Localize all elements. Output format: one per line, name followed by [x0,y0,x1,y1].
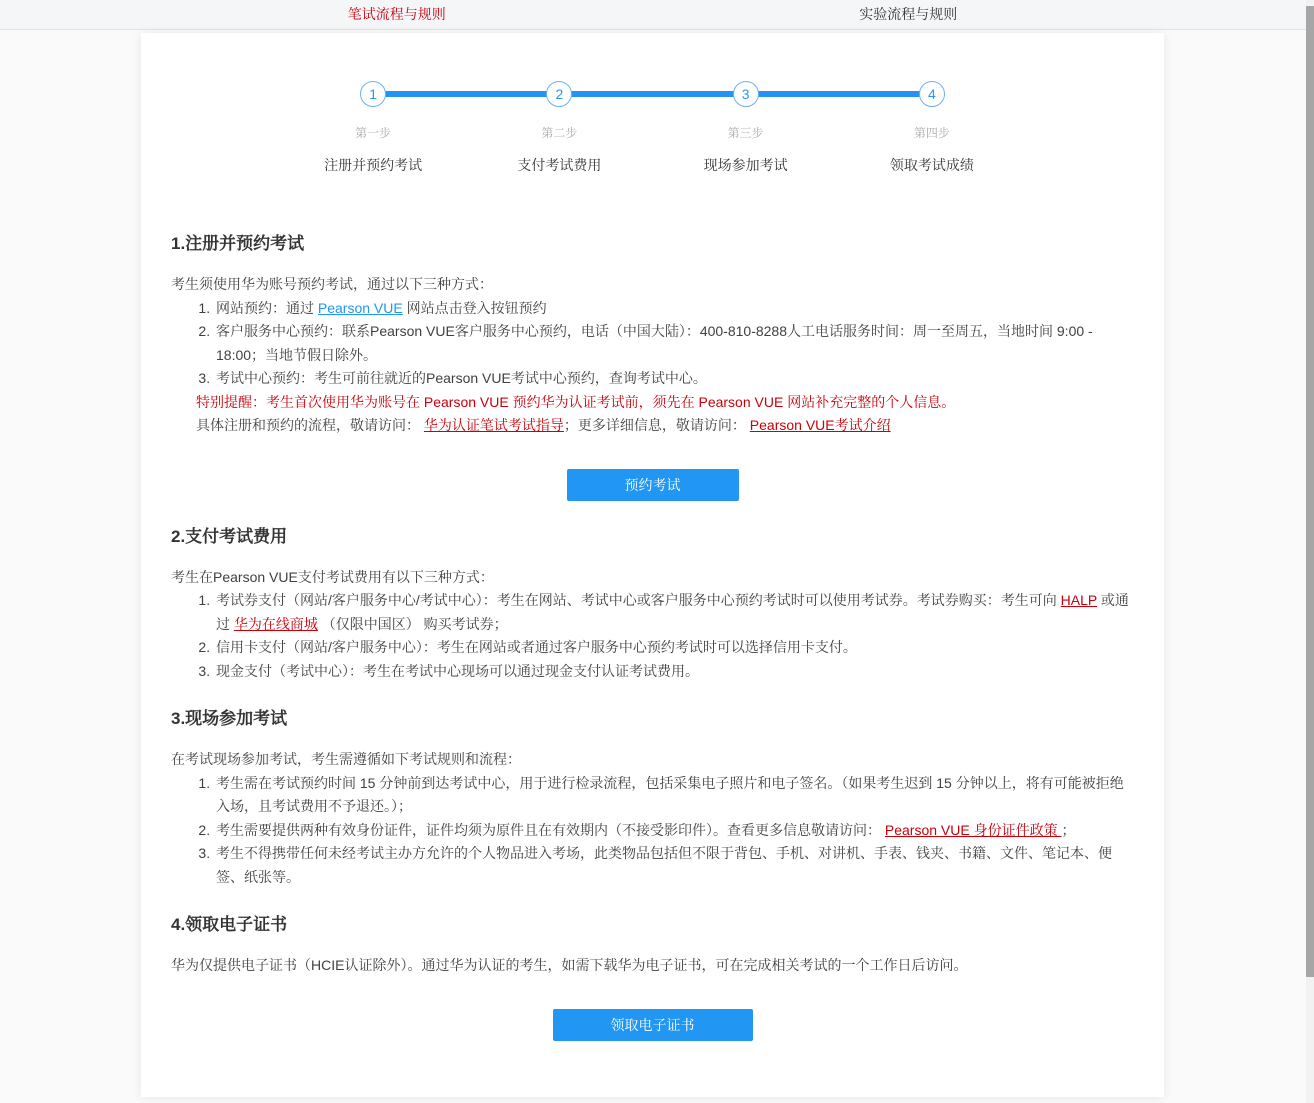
text-segment: 或通过 [216,592,1129,632]
section-3-list [171,772,1134,890]
list-item: 3. 考试中心预约：考生可前往就近的Pearson VUE考试中心预约，查询考试中心。 [214,367,1134,391]
step-1-label: 注册并预约考试 [324,157,423,173]
halp-link[interactable]: HALP [1060,592,1097,608]
section-2-intro: 考生在Pearson VUE支付考试费用有以下三种方式： [171,568,494,585]
section-get-e-certificate [171,915,1134,1041]
text-segment: 网站点击登入按钮预约 [402,299,547,316]
stepper-steps [280,81,1025,175]
written-exam-guide-link[interactable]: 华为认证笔试考试指导 [423,417,564,433]
list-item: 1. 考生需在考试预约时间 15 分钟前到达考试中心，用于进行检录流程，包括采集电子照片和电子签名。（如果考生迟到 15 分钟以上，将有可能被拒绝入场，且考试费用不予退还。）； [214,772,1134,819]
section-1-list [171,297,1134,391]
step-1-name: 第一步 [355,126,392,140]
section-pay-exam-fee [171,527,1134,684]
step-3 [653,81,839,175]
tabs-container [141,0,1164,29]
button-row [171,1009,1134,1041]
list-item [214,819,1134,843]
section-register-and-book [171,234,1134,501]
text-segment: 网站预约：通过 [216,299,318,316]
text-segment: （仅限中国区） 购买考试券； [317,615,508,632]
list-item: 2. 客户服务中心预约：联系Pearson VUE客户服务中心预约，电话（中国大陆）：400-810-8288人工电话服务时间：周一至周五，当地时间 9:00 - 18:00；当地节假日除外。 [214,320,1134,367]
scrollbar-track[interactable] [1306,0,1314,1103]
tab-lab-exam-process[interactable]: 实验流程与规则 [859,6,958,22]
list-item [214,589,1134,636]
book-exam-button[interactable]: 预约考试 [567,469,739,501]
id-policy-link[interactable]: Pearson VUE 身份证件政策 [884,821,1062,838]
guide-line [196,414,1134,438]
tab-written-exam-process[interactable]: 笔试流程与规则 [347,6,446,22]
text-segment: ；更多详细信息，敬请访问： [563,417,750,433]
text-segment: 考生需要提供两种有效身份证件，证件均须为原件且在有效期内（不接受影印件）。查看更多信息敬请访问： [216,821,885,838]
exam-process-stepper [280,81,1025,175]
text-segment: 考试券支付（网站/客户服务中心/考试中心）：考生在网站、考试中心或客户服务中心预约考试时可以使用考试券。考试券购买：考生可向 [216,592,1061,608]
get-e-certificate-button[interactable]: 领取电子证书 [553,1009,753,1041]
step-1-circle: 1 [360,81,386,107]
section-4-intro: 华为仅提供电子证书（HCIE认证除外）。通过华为认证的考生，如需下载华为电子证书，可在完成相关考试的一个工作日后访问。 [171,957,968,973]
list-item: 3. 现金支付（考试中心）：考生在考试中心现场可以通过现金支付认证考试费用。 [214,660,1134,684]
text-segment: ； [1061,821,1076,838]
section-3-intro: 在考试现场参加考试，考生需遵循如下考试规则和流程： [171,751,521,767]
content-card [141,33,1164,1097]
step-4-label: 领取考试成绩 [889,157,974,173]
section-1-intro: 考生须使用华为账号预约考试，通过以下三种方式： [171,276,493,292]
section-1-heading: 1.注册并预约考试 [171,234,305,253]
pearson-vue-link[interactable]: Pearson VUE [317,299,403,316]
step-1 [280,81,466,175]
section-attend-exam-onsite [171,709,1134,889]
step-2-circle: 2 [546,81,572,107]
scrollbar-thumb[interactable] [1306,6,1314,977]
step-3-name: 第三步 [727,126,764,140]
step-4-circle: 4 [919,81,945,107]
list-item: 2. 信用卡支付（网站/客户服务中心）：考生在网站或者通过客户服务中心预约考试时可以选择信用卡支付。 [214,636,1134,660]
section-3-heading: 3.现场参加考试 [171,709,288,728]
step-3-label: 现场参加考试 [703,157,788,173]
special-reminder-text: 特别提醒：考生首次使用华为账号在 Pearson VUE 预约华为认证考试前，须先在 Pearson VUE 网站补充完整的个人信息。 [196,393,956,410]
top-tab-bar [0,0,1314,30]
list-item: 3. 考生不得携带任何未经考试主办方允许的个人物品进入考场，此类物品包括但不限于背包、手机、对讲机、手表、钱夹、书籍、文件、笔记本、便签、纸张等。 [214,842,1134,889]
step-2 [466,81,652,175]
step-4-name: 第四步 [913,126,950,140]
step-4 [839,81,1025,175]
section-4-heading: 4.领取电子证书 [171,915,288,934]
button-row [171,469,1134,501]
step-2-label: 支付考试费用 [517,157,602,173]
list-item [214,297,1134,321]
step-2-name: 第二步 [541,126,578,140]
section-2-heading: 2.支付考试费用 [171,526,288,546]
text-segment: 具体注册和预约的流程，敬请访问： [196,417,424,433]
section-2-list [171,589,1134,683]
step-3-circle: 3 [733,81,759,107]
huawei-online-store-link[interactable]: 华为在线商城 [233,615,318,632]
pearson-vue-exam-intro-link[interactable]: Pearson VUE考试介绍 [749,417,891,433]
